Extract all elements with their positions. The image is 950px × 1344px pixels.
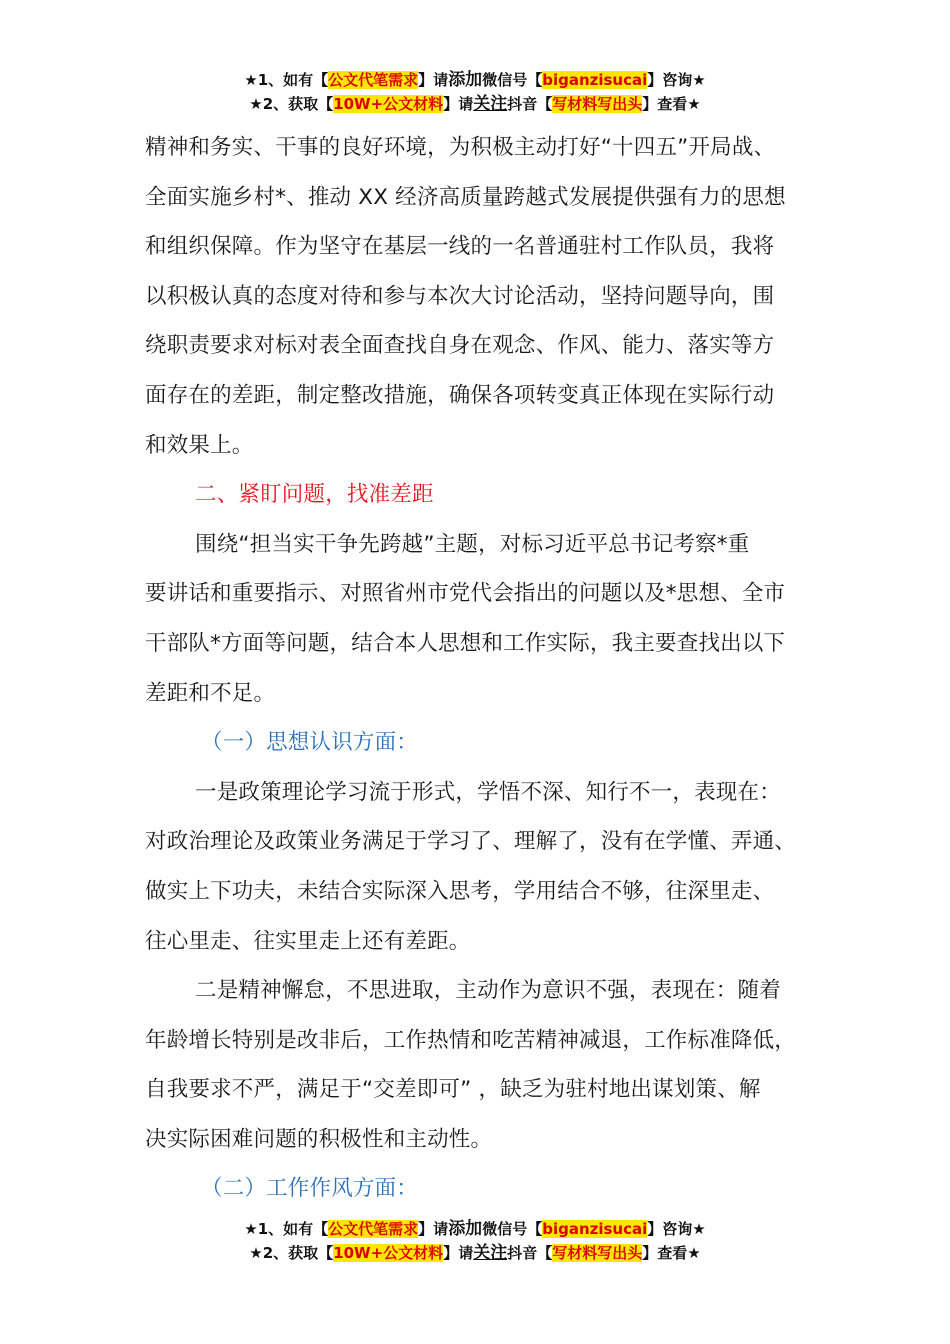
banner-text: 微信号【 (482, 71, 543, 89)
banner-emphasis: 关注 (473, 94, 508, 114)
banner-text: 】请 (443, 95, 474, 113)
text-line: 面存在的差距，制定整改措施，确保各项转变真正体现在实际行动 (145, 382, 775, 408)
paragraph-point-two (145, 966, 811, 1164)
banner-text: 】请 (418, 1220, 449, 1238)
banner-text: 抖音【 (507, 1244, 553, 1262)
highlight-service: 公文代笔需求 (328, 1220, 419, 1238)
banner-line-1 (0, 68, 950, 92)
text-line: 年龄增长特别是改非后，工作热情和吃苦精神减退，工作标准降低， (145, 1027, 797, 1053)
highlight-douyin: 写材料写出头 (552, 95, 643, 113)
banner-text: 】请 (418, 71, 449, 89)
paragraph-point-one (145, 768, 811, 966)
banner-text: 】咨询★ (647, 71, 706, 89)
text-line: 绕职责要求对标对表全面查找自身在观念、作风、能力、落实等方 (145, 333, 775, 359)
text-line: 围绕“担当实干争先跨越”主题，对标习近平总书记考察*重 (195, 531, 750, 557)
banner-emphasis: 关注 (473, 1243, 508, 1263)
document-body (145, 123, 811, 1214)
highlight-service: 公文代笔需求 (328, 71, 419, 89)
banner-emphasis: 添加 (448, 1219, 483, 1239)
section-heading: 二、紧盯问题，找准差距 (195, 482, 434, 508)
banner-text: 】请 (443, 1244, 474, 1262)
text-line: 精神和务实、干事的良好环境，为积极主动打好“十四五”开局战、 (145, 135, 776, 160)
banner-text: 微信号【 (482, 1220, 543, 1238)
banner-text: ★1、如有【 (244, 1220, 329, 1238)
banner-emphasis: 添加 (448, 70, 483, 90)
text-line: 和效果上。 (145, 432, 254, 458)
text-line: 要讲话和重要指示、对照省州市党代会指出的问题以及*思想、全市 (145, 581, 786, 607)
text-line: 决实际困难问题的积极性和主动性。 (145, 1126, 493, 1152)
header-banner (0, 68, 950, 116)
highlight-wechat-id: biganzisucai (542, 71, 648, 89)
footer-banner (0, 1217, 950, 1265)
text-line: 全面实施乡村*、推动 XX 经济高质量跨越式发展提供强有力的思想 (145, 184, 786, 210)
banner-line-2 (0, 92, 950, 116)
banner-text: 抖音【 (507, 95, 553, 113)
banner-text: ★2、获取【 (249, 1244, 334, 1262)
text-line: 干部队*方面等问题，结合本人思想和工作实际，我主要查找出以下 (145, 630, 786, 656)
highlight-materials: 10W+公文材料 (333, 1244, 444, 1262)
text-line: 对政治理论及政策业务满足于学习了、理解了，没有在学懂、弄通、 (145, 829, 797, 855)
text-line: 以积极认真的态度对待和参与本次大讨论活动，坚持问题导向，围 (145, 283, 775, 309)
highlight-wechat-id: biganzisucai (542, 1220, 648, 1238)
text-line: 差距和不足。 (145, 680, 276, 706)
banner-text: 】查看★ (642, 1244, 701, 1262)
paragraph-intro (145, 123, 811, 470)
banner-text: 】查看★ (642, 95, 701, 113)
highlight-materials: 10W+公文材料 (333, 95, 444, 113)
subsection-heading: （二）工作作风方面： (201, 1176, 419, 1202)
banner-line-1 (0, 1217, 950, 1241)
banner-text: ★2、获取【 (249, 95, 334, 113)
text-line: 做实上下功夫，未结合实际深入思考，学用结合不够，往深里走、 (145, 878, 775, 904)
text-line: 自我要求不严，满足于“交差即可” ，缺乏为驻村地出谋划策、解 (145, 1077, 761, 1103)
banner-text: ★1、如有【 (244, 71, 329, 89)
text-line: 二是精神懈怠，不思进取，主动作为意识不强，表现在：随着 (195, 978, 781, 1004)
subsection-heading: （一）思想认识方面： (201, 730, 419, 756)
text-line: 往心里走、往实里走上还有差距。 (145, 928, 471, 954)
text-line: 一是政策理论学习流于形式，学悟不深、知行不一，表现在： (195, 779, 781, 805)
highlight-douyin: 写材料写出头 (552, 1244, 643, 1262)
banner-line-2 (0, 1241, 950, 1265)
text-line: 和组织保障。作为坚守在基层一线的一名普通驻村工作队员，我将 (145, 234, 775, 260)
paragraph-overview (145, 520, 811, 718)
banner-text: 】咨询★ (647, 1220, 706, 1238)
